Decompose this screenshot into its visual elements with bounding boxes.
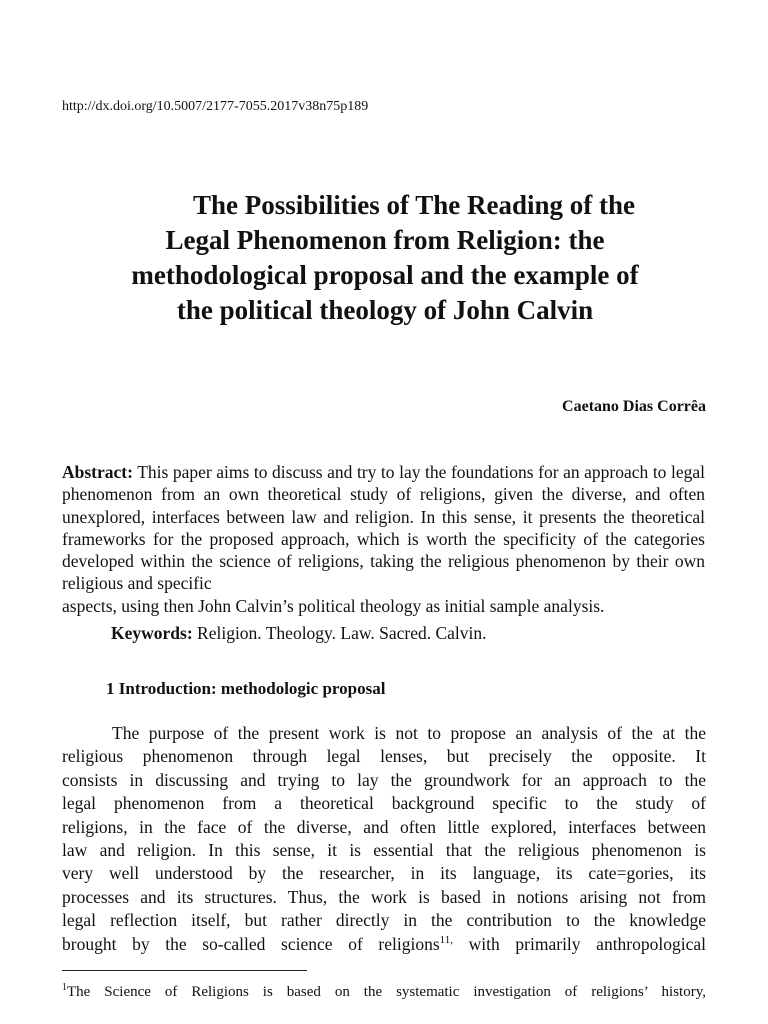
abstract-label: Abstract: [62, 462, 133, 482]
section-title: Introduction: methodologic proposal [118, 679, 386, 698]
body-line: consists in discussing and trying to lay the groundwork for an approach to the [62, 769, 706, 790]
abstract [62, 461, 705, 617]
body-text-after-ref: with primarily anthropological [453, 933, 707, 954]
body-line: religious phenomenon through legal lenses, but precisely the opposite. It [62, 746, 706, 767]
keywords-label: Keywords: [111, 623, 193, 643]
title-line: Legal Phenomenon from Religion: the [165, 225, 605, 255]
paper-title [62, 188, 708, 328]
body-paragraph [62, 722, 706, 956]
footnote-divider [62, 970, 307, 971]
abstract-last-line: aspects, using then John Calvin’s political theology as initial sample analysis. [62, 595, 605, 616]
body-line: legal reflection itself, but rather directly in the contribution to the knowledge [62, 910, 706, 931]
footnote-marker: 1 [62, 982, 67, 993]
body-line: processes and its structures. Thus, the work is based in notions arising not from [62, 886, 706, 907]
footnote-reference[interactable]: 11, [439, 933, 454, 946]
footnote-text: The Science of Religions is based on the systematic investigation of religions’ history, [67, 984, 706, 1000]
body-line: very well understood by the researcher, in its language, its cate=gories, its [62, 863, 706, 884]
author-name: Caetano Dias Corrêa [562, 398, 706, 415]
body-line: legal phenomenon from a theoretical background specific to the study of [62, 793, 706, 814]
title-line: The Possibilities of The Reading of the [192, 190, 636, 220]
body-line: law and religion. In this sense, it is essential that the religious phenomenon is [62, 840, 706, 861]
title-line: the political theology of John Calvin [176, 295, 594, 325]
doi-link[interactable]: http://dx.doi.org/10.5007/2177-7055.2017v38n75p189 [62, 99, 369, 114]
keywords [111, 623, 487, 644]
section-heading [106, 679, 385, 699]
abstract-text: This paper aims to discuss and try to lay the foundations for an approach to legal phenomenon from an own theoretical study of religions, given the diverse, and often unexplored, interfaces between law and religion. In this sense, it presents the theoretical frameworks for the proposed approach, which is worth the specificity of the categories developed within the science of religions, taking the religious phenomenon by their own religious and specific [62, 462, 705, 594]
body-line-last [62, 933, 706, 956]
title-line: methodological proposal and the example of [131, 260, 639, 290]
keywords-text: Religion. Theology. Law. Sacred. Calvin. [197, 623, 487, 643]
section-number: 1 [106, 679, 115, 698]
body-line: religions, in the face of the diverse, and often little explored, interfaces between [62, 816, 706, 837]
body-line: The purpose of the present work is not to propose an analysis of the at the [112, 723, 706, 743]
footnote [62, 984, 706, 1001]
body-text-before-ref: brought by the so-called science of religions [62, 933, 440, 954]
